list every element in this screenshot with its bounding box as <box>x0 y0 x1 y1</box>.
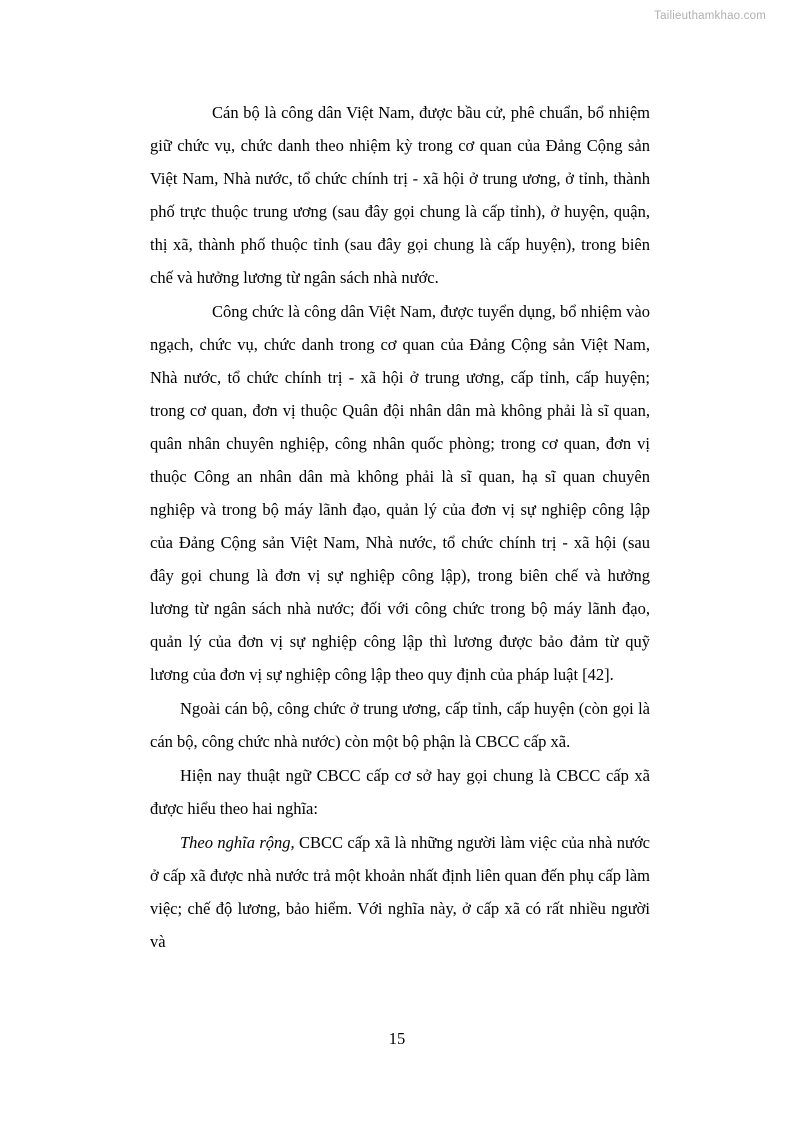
page-number: 15 <box>388 1029 406 1048</box>
paragraph-can-bo: Cán bộ là công dân Việt Nam, được bầu cử, phê chuẩn, bổ nhiệm giữ chức vụ, chức danh theo nhiệm kỳ trong cơ quan của Đảng Cộng sản Việt Nam, Nhà nước, tổ chức chính trị - xã hội ở trung ương, ở tỉnh, thành phố trực thuộc trung ương (sau đây gọi chung là cấp tỉnh), ở huyện, quận, thị xã, thành phố thuộc tỉnh (sau đây gọi chung là cấp huyện), trong biên chế và hưởng lương từ ngân sách nhà nước. <box>150 103 650 287</box>
watermark-text: Tailieuthamkhao.com <box>654 10 766 22</box>
paragraph-ngoai-can-bo: Ngoài cán bộ, công chức ở trung ương, cấp tỉnh, cấp huyện (còn gọi là cán bộ, công chức nhà nước) còn một bộ phận là CBCC cấp xã. <box>150 699 650 751</box>
document-body <box>150 96 650 958</box>
paragraph-lead-italic: Theo nghĩa rộng, <box>180 833 295 852</box>
paragraph-hien-nay: Hiện nay thuật ngữ CBCC cấp cơ sở hay gọi chung là CBCC cấp xã được hiểu theo hai nghĩa: <box>150 766 650 818</box>
paragraph-theo-nghia-rong <box>150 826 650 958</box>
paragraph-lead-rest: CBCC cấp xã là những người làm việc của nhà nước ở cấp xã được nhà nước trả một khoản nhất định liên quan đến phụ cấp làm việc; chế độ lương, bảo hiểm. Với nghĩa này, ở cấp xã có rất nhiều người và <box>150 833 650 951</box>
paragraph-cong-chuc: Công chức là công dân Việt Nam, được tuyển dụng, bổ nhiệm vào ngạch, chức vụ, chức danh trong cơ quan của Đảng Cộng sản Việt Nam, Nhà nước, tổ chức chính trị - xã hội ở trung ương, cấp tỉnh, cấp huyện; trong cơ quan, đơn vị thuộc Quân đội nhân dân mà không phải là sĩ quan, quân nhân chuyên nghiệp, công nhân quốc phòng; trong cơ quan, đơn vị thuộc Công an nhân dân mà không phải là sĩ quan, hạ sĩ quan chuyên nghiệp và trong bộ máy lãnh đạo, quản lý của đơn vị sự nghiệp công lập của Đảng Cộng sản Việt Nam, Nhà nước, tổ chức chính trị - xã hội (sau đây gọi chung là đơn vị sự nghiệp công lập), trong biên chế và hưởng lương từ ngân sách nhà nước; đối với công chức trong bộ máy lãnh đạo, quản lý của đơn vị sự nghiệp công lập thì lương được bảo đảm từ quỹ lương của đơn vị sự nghiệp công lập theo quy định của pháp luật [42]. <box>150 302 650 684</box>
